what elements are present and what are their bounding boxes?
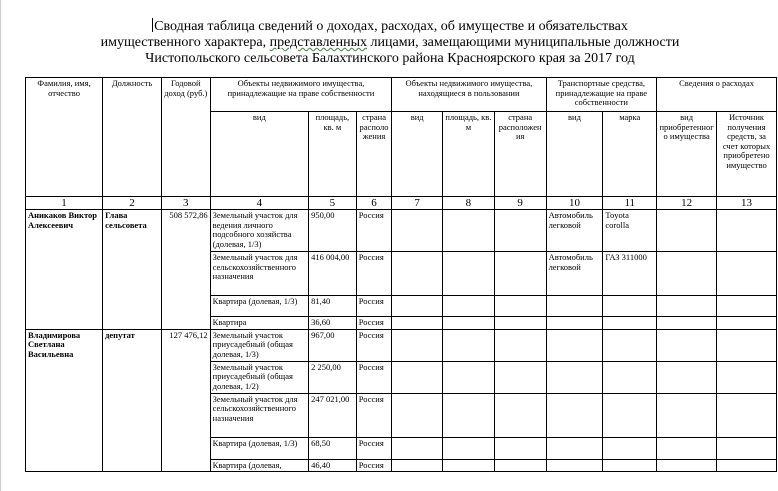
vehicle-kind: Автомобиль легковой (546, 210, 603, 252)
property-area: 36,60 (309, 317, 357, 330)
property-country: Россия (356, 329, 392, 361)
property-area: 46,40 (309, 459, 357, 472)
property-kind: Квартира (210, 317, 308, 330)
title-line-3: Чистопольского сельсовета Балахтинского района Красноярского края за 2017 год (145, 51, 635, 66)
property-kind: Земельный участок для сельскохозяйственного назначения (210, 393, 308, 437)
person-name: Владимирова Светлана Васильевна (26, 329, 103, 472)
property-country: Россия (356, 437, 392, 459)
property-area: 416 004,00 (309, 252, 357, 296)
property-area: 967,00 (309, 329, 357, 361)
spellcheck-word[interactable]: представленных (269, 35, 368, 50)
vehicle-kind: Автомобиль легковой (546, 252, 603, 296)
person-income: 508 572,86 (161, 210, 210, 330)
header-row-1 (26, 78, 777, 112)
person-income: 127 476,12 (161, 329, 210, 472)
income-table (25, 77, 777, 472)
vehicle-brand: Toyota corolla (603, 210, 657, 252)
person-position: Глава сельсовета (103, 210, 162, 330)
col-number: 10 (546, 197, 603, 210)
header-acquired: вид приобретенного имущества (657, 112, 717, 197)
col-number: 2 (103, 197, 162, 210)
col-number: 11 (603, 197, 657, 210)
used-country (494, 252, 546, 296)
text-cursor (152, 18, 153, 32)
header-vehicle-kind: вид (546, 112, 603, 197)
header-position: Должность (103, 78, 162, 197)
property-country: Россия (356, 361, 392, 393)
property-country: Россия (356, 210, 392, 252)
used-area (443, 210, 495, 252)
header-transport: Транспортные средства, принадлежащие на праве собственности (546, 78, 657, 112)
property-country: Россия (356, 459, 392, 472)
title-line-1: Сводная таблица сведений о доходах, расходах, об имуществе и обязательствах (154, 19, 628, 34)
header-income: Годовой доход (руб.) (161, 78, 210, 197)
property-kind: Квартира (долевая, 1/3) (210, 437, 308, 459)
person-position: депутат (103, 329, 162, 472)
property-area: 68,50 (309, 437, 357, 459)
header-brand: марка (603, 112, 657, 197)
col-number: 9 (494, 197, 546, 210)
property-kind: Земельный участок для сельскохозяйственного назначения (210, 252, 308, 296)
header-kind2: вид (392, 112, 443, 197)
col-number: 6 (356, 197, 392, 210)
property-country: Россия (356, 252, 392, 296)
vehicle-brand: ГАЗ 311000 (603, 252, 657, 296)
col-number: 1 (26, 197, 103, 210)
property-kind: Земельный участок для ведения личного подсобного хозяйства (долевая, 1/3) (210, 210, 308, 252)
funds-source (717, 252, 777, 296)
property-area: 950,00 (309, 210, 357, 252)
header-kind: вид (210, 112, 308, 197)
property-country: Россия (356, 317, 392, 330)
column-numbers-row (26, 197, 777, 210)
property-area: 2 250,00 (309, 361, 357, 393)
col-number: 12 (657, 197, 717, 210)
property-kind: Квартира (долевая, (210, 459, 308, 472)
table-row (26, 210, 777, 252)
person-name: Аникаков Виктор Алексеевич (26, 210, 103, 330)
header-country: страна расположения (356, 112, 392, 197)
table-row (26, 329, 777, 361)
property-country: Россия (356, 296, 392, 317)
header-area2: площадь, кв. м (443, 112, 495, 197)
property-kind: Земельный участок приусадебный (общая долевая, 1/3) (210, 329, 308, 361)
used-kind (392, 210, 443, 252)
document-title (1, 18, 778, 67)
col-number: 7 (392, 197, 443, 210)
col-number: 5 (309, 197, 357, 210)
header-country2: страна расположения (494, 112, 546, 197)
property-kind: Квартира (долевая, 1/3) (210, 296, 308, 317)
property-area: 247 021,00 (309, 393, 357, 437)
header-name: Фамилия, имя, отчество (26, 78, 103, 197)
col-number: 4 (210, 197, 308, 210)
used-area (443, 252, 495, 296)
col-number: 3 (161, 197, 210, 210)
header-expenses: Сведения о расходах (657, 78, 777, 112)
header-used: Объекты недвижимого имущества, находящиеся в пользовании (392, 78, 546, 112)
property-country: Россия (356, 393, 392, 437)
col-number: 8 (443, 197, 495, 210)
property-kind: Земельный участок приусадебный (общая долевая, 1/2) (210, 361, 308, 393)
used-country (494, 210, 546, 252)
col-number: 13 (717, 197, 777, 210)
header-area: площадь, кв. м (309, 112, 357, 197)
used-kind (392, 252, 443, 296)
acquired-property (657, 210, 717, 252)
title-line-2: имущественного характера, представленных лицами, замещающими муниципальные должности (100, 35, 680, 50)
header-source: Источник получения средств, за счет которых приобретено имущество (717, 112, 777, 197)
header-owned: Объекты недвижимого имущества, принадлежащие на праве собственности (210, 78, 392, 112)
property-area: 81,40 (309, 296, 357, 317)
funds-source (717, 210, 777, 252)
acquired-property (657, 252, 717, 296)
